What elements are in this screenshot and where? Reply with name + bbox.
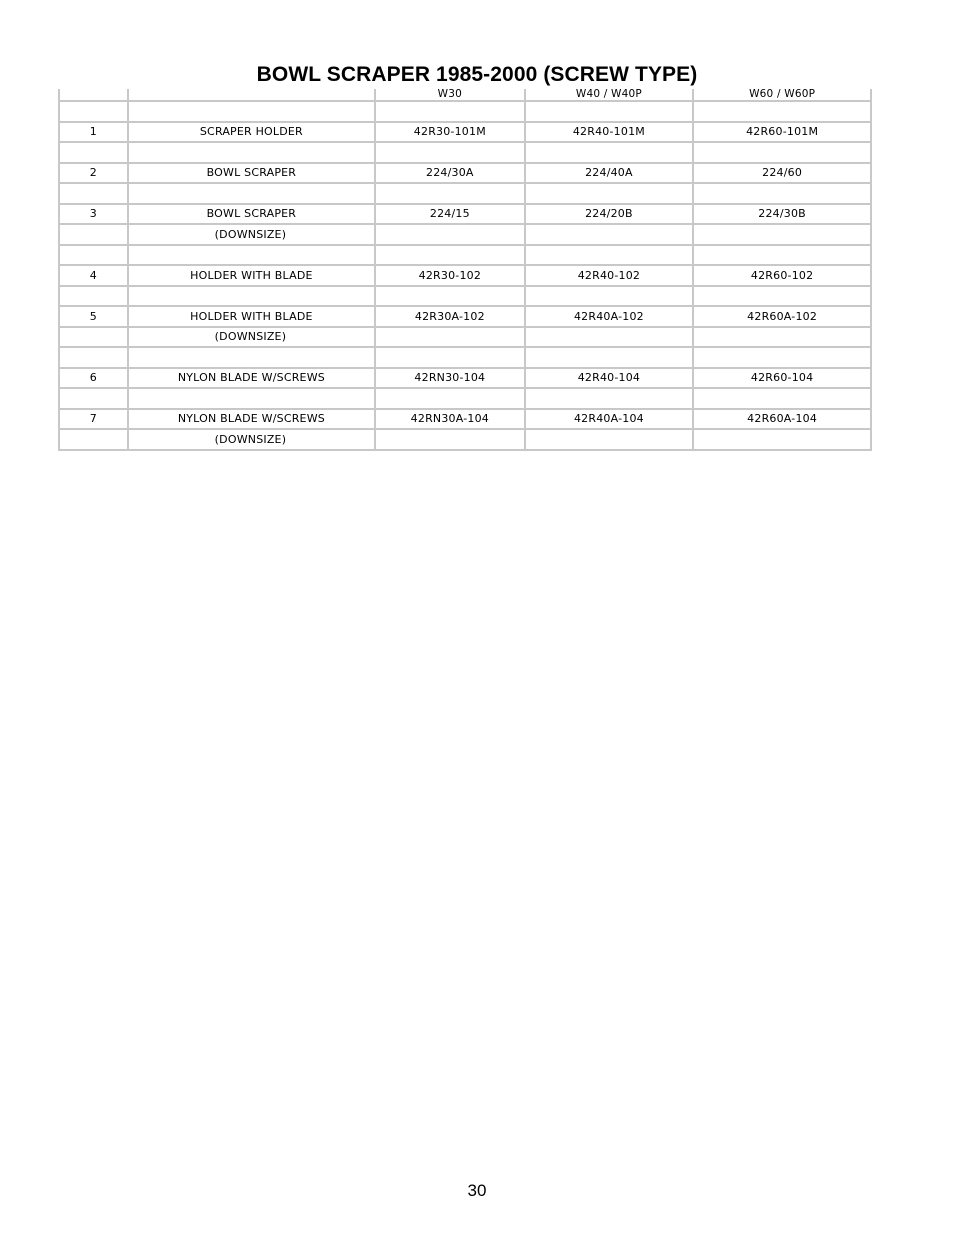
item-number: 5: [59, 306, 128, 327]
table-spacer-row: [59, 245, 871, 266]
table-spacer-row: [59, 183, 871, 204]
item-description: BOWL SCRAPER: [128, 204, 375, 225]
item-description: SCRAPER HOLDER: [128, 122, 375, 143]
item-number: 4: [59, 265, 128, 286]
table-subrow: [59, 327, 871, 348]
table-spacer-row: [59, 286, 871, 307]
table-row: [59, 163, 871, 184]
item-description: HOLDER WITH BLADE: [128, 306, 375, 327]
table-row: [59, 122, 871, 143]
part-number-w40: 224/20B: [525, 204, 694, 225]
table-row: [59, 409, 871, 430]
table-spacer-row: [59, 347, 871, 368]
item-description: NYLON BLADE W/SCREWS: [128, 368, 375, 389]
header-cell-w40: W40 / W40P: [525, 89, 694, 101]
item-sub-description: (DOWNSIZE): [128, 429, 375, 450]
header-cell-desc: [128, 89, 375, 101]
part-number-w40: 42R40-101M: [525, 122, 694, 143]
header-cell-w60: W60 / W60P: [693, 89, 871, 101]
part-number-w40: 42R40-104: [525, 368, 694, 389]
item-number: 2: [59, 163, 128, 184]
header-cell-w30: W30: [375, 89, 524, 101]
part-number-w30: 42RN30A-104: [375, 409, 524, 430]
table-spacer-row: [59, 101, 871, 122]
part-number-w60: 224/30B: [693, 204, 871, 225]
item-sub-description: (DOWNSIZE): [128, 224, 375, 245]
part-number-w60: 42R60A-104: [693, 409, 871, 430]
table-spacer-row: [59, 388, 871, 409]
parts-table: [58, 89, 872, 451]
item-number: 3: [59, 204, 128, 225]
table-row: [59, 265, 871, 286]
table-row: [59, 204, 871, 225]
part-number-w40: 42R40A-102: [525, 306, 694, 327]
part-number-w40: 224/40A: [525, 163, 694, 184]
item-number: 6: [59, 368, 128, 389]
table-row: [59, 306, 871, 327]
part-number-w40: 42R40A-104: [525, 409, 694, 430]
page-title: BOWL SCRAPER 1985-2000 (SCREW TYPE): [256, 63, 698, 86]
part-number-w30: 224/30A: [375, 163, 524, 184]
header-cell-num: [59, 89, 128, 101]
part-number-w30: 42R30-102: [375, 265, 524, 286]
item-description: NYLON BLADE W/SCREWS: [128, 409, 375, 430]
table-header-row: [59, 89, 871, 101]
table-subrow: [59, 429, 871, 450]
part-number-w30: 42RN30-104: [375, 368, 524, 389]
part-number-w60: 42R60-104: [693, 368, 871, 389]
table-subrow: [59, 224, 871, 245]
item-number: 1: [59, 122, 128, 143]
item-description: BOWL SCRAPER: [128, 163, 375, 184]
part-number-w60: 42R60-102: [693, 265, 871, 286]
table-spacer-row: [59, 142, 871, 163]
item-number: 7: [59, 409, 128, 430]
part-number-w60: 224/60: [693, 163, 871, 184]
part-number-w30: 224/15: [375, 204, 524, 225]
item-description: HOLDER WITH BLADE: [128, 265, 375, 286]
part-number-w40: 42R40-102: [525, 265, 694, 286]
part-number-w60: 42R60A-102: [693, 306, 871, 327]
page-number: 30: [467, 1181, 487, 1200]
part-number-w60: 42R60-101M: [693, 122, 871, 143]
part-number-w30: 42R30-101M: [375, 122, 524, 143]
item-sub-description: (DOWNSIZE): [128, 327, 375, 348]
part-number-w30: 42R30A-102: [375, 306, 524, 327]
table-row: [59, 368, 871, 389]
